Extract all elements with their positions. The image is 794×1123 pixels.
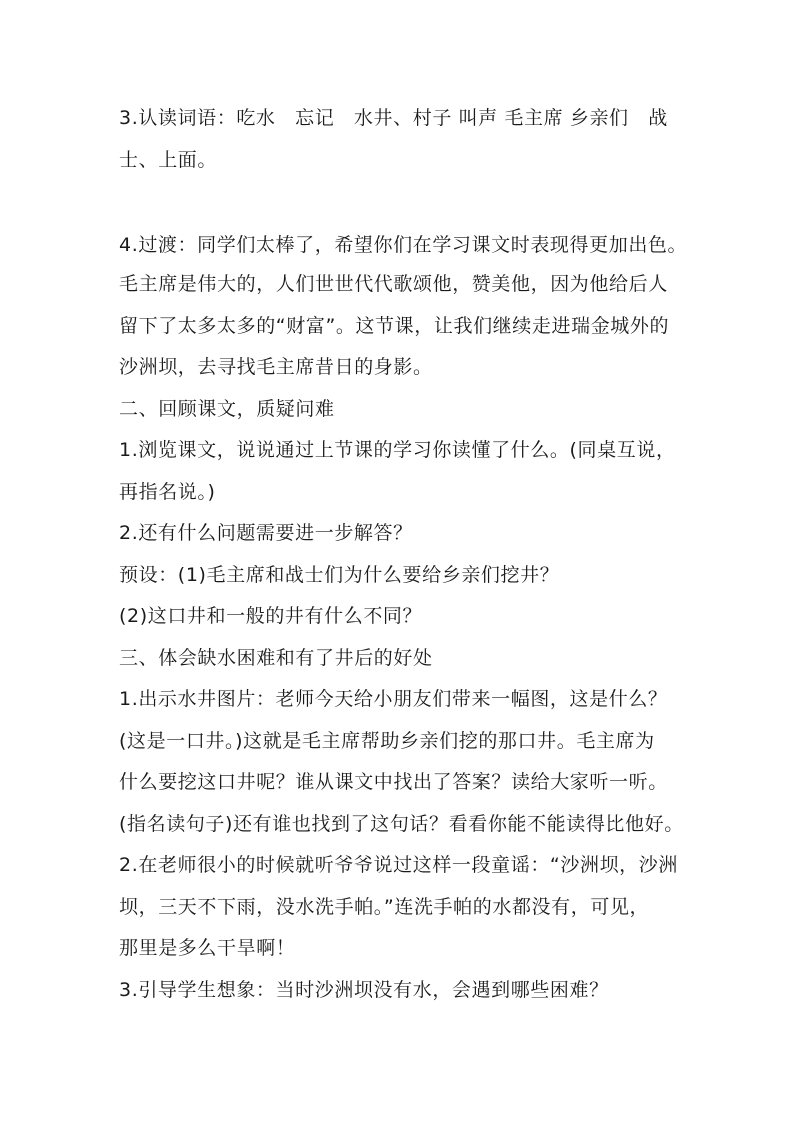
section-2-item-2: 2.还有什么问题需要进一步解答？ <box>119 522 413 544</box>
section-2-item-1-line-2: 再指名说。) <box>119 481 216 503</box>
section-2-item-1-line-1: 1.浏览课文，说说通过上节课的学习你读懂了什么。(同桌互说， <box>119 439 676 461</box>
step-4-transition-line-4: 沙洲坝，去寻找毛主席昔日的身影。 <box>119 356 433 378</box>
step-3-vocabulary-line-1: 3.认读词语：吃水 忘记 水井、村子 叫声 毛主席 乡亲们 战 <box>119 107 668 129</box>
section-3-item-3: 3.引导学生想象：当时沙洲坝没有水，会遇到哪些困难？ <box>119 979 609 1001</box>
section-2-preset-1: 预设：(1)毛主席和战士们为什么要给乡亲们挖井？ <box>119 564 560 586</box>
step-4-transition-line-3: 留下了太多太多的“财富”。这节课，让我们继续走进瑞金城外的 <box>119 315 670 337</box>
step-4-transition-line-1: 4.过渡：同学们太棒了，希望你们在学习课文时表现得更加出色。 <box>119 234 688 256</box>
step-4-transition-line-2: 毛主席是伟大的，人们世世代代歌颂他，赞美他，因为他给后人 <box>119 273 668 295</box>
step-3-vocabulary-line-2: 士、上面。 <box>119 149 218 171</box>
section-2-heading: 二、回顾课文，质疑问难 <box>119 398 335 420</box>
section-3-item-2-line-2: 坝，三天不下雨，没水洗手帕。”连洗手帕的水都没有，可见， <box>119 896 650 918</box>
section-3-item-2-line-3: 那里是多么干旱啊！ <box>119 937 296 959</box>
section-3-item-1-line-4: (指名读句子)还有谁也找到了这句话？看看你能不能读得比他好。 <box>119 813 684 835</box>
section-3-item-1-line-1: 1.出示水井图片：老师今天给小朋友们带来一幅图，这是什么？ <box>119 688 668 710</box>
section-2-preset-2: (2)这口井和一般的井有什么不同？ <box>119 605 423 627</box>
section-3-heading: 三、体会缺水困难和有了井后的好处 <box>119 647 433 669</box>
section-3-item-1-line-3: 什么要挖这口井呢？谁从课文中找出了答案？读给大家听一听。 <box>119 771 668 793</box>
section-3-item-2-line-1: 2.在老师很小的时候就听爷爷说过这样一段童谣：“沙洲坝，沙洲 <box>119 854 678 876</box>
section-3-item-1-line-2: (这是一口井。)这就是毛主席帮助乡亲们挖的那口井。毛主席为 <box>119 730 655 752</box>
